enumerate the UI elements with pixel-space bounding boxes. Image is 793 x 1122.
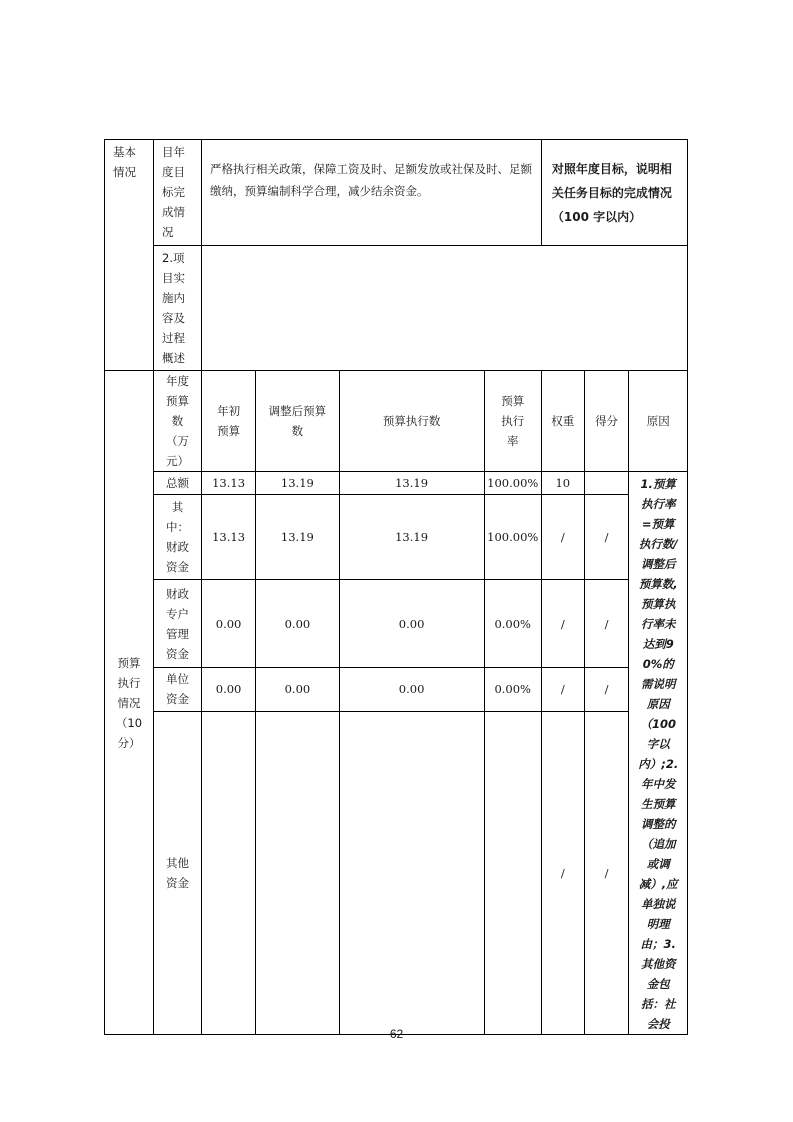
basic-section-label: 基本情况	[105, 140, 154, 371]
header-executed: 预算执行数	[339, 371, 484, 472]
header-score: 得分	[584, 371, 629, 472]
cell-score	[584, 472, 629, 495]
cell-rate: 0.00%	[484, 667, 541, 711]
target-text: 严格执行相关政策，保障工资及时、足额发放或社保及时、足额缴纳，预算编制科学合理，减少结余资金。	[201, 140, 541, 246]
table-row	[105, 711, 688, 1034]
target-row	[105, 140, 688, 246]
cell-executed: 0.00	[339, 580, 484, 667]
cell-weight: 10	[541, 472, 584, 495]
cell-rate: 100.00%	[484, 495, 541, 580]
cell-initial: 13.13	[201, 472, 255, 495]
compare-text: 对照年度目标，说明相关任务目标的完成情况（100 字以内）	[541, 140, 687, 246]
cell-rate: 100.00%	[484, 472, 541, 495]
project-content	[201, 246, 687, 371]
row-label: 单位资金	[154, 667, 202, 711]
row-label: 财政专户管理资金	[154, 580, 202, 667]
cell-adjusted: 0.00	[256, 580, 339, 667]
header-reason: 原因	[629, 371, 688, 472]
row-label: 其他资金	[154, 711, 202, 1034]
table-row	[105, 580, 688, 667]
cell-executed: 13.19	[339, 495, 484, 580]
cell-weight: /	[541, 711, 584, 1034]
table-row	[105, 472, 688, 495]
header-weight: 权重	[541, 371, 584, 472]
cell-rate: 0.00%	[484, 580, 541, 667]
cell-weight: /	[541, 495, 584, 580]
row-label: 其中：财政资金	[154, 495, 202, 580]
table-row	[105, 495, 688, 580]
header-adjusted-budget: 调整后预算数	[256, 371, 339, 472]
row-label: 总额	[154, 472, 202, 495]
cell-adjusted: 0.00	[256, 667, 339, 711]
cell-adjusted: 13.19	[256, 495, 339, 580]
table-row	[105, 667, 688, 711]
project-label: 2.项目实施内容及过程概述	[154, 246, 202, 371]
cell-executed: 13.19	[339, 472, 484, 495]
cell-initial: 13.13	[201, 495, 255, 580]
cell-adjusted	[256, 711, 339, 1034]
budget-section-label: 预算执行情况（10分）	[105, 371, 154, 1035]
cell-initial	[201, 711, 255, 1034]
cell-executed: 0.00	[339, 667, 484, 711]
page-number: 62	[389, 1027, 404, 1041]
cell-initial: 0.00	[201, 580, 255, 667]
header-initial-budget: 年初预算	[201, 371, 255, 472]
performance-table	[104, 139, 688, 1035]
target-label: 目年度目标完成情况	[154, 140, 202, 246]
cell-executed	[339, 711, 484, 1034]
project-row	[105, 246, 688, 371]
header-exec-rate: 预算执行率	[484, 371, 541, 472]
cell-score: /	[584, 667, 629, 711]
cell-score: /	[584, 711, 629, 1034]
cell-initial: 0.00	[201, 667, 255, 711]
cell-score: /	[584, 580, 629, 667]
header-annual-budget: 年度预算数（万元）	[154, 371, 202, 472]
cell-rate	[484, 711, 541, 1034]
reason-text: 1.预算执行率=预算执行数/调整后预算数,预算执行率未达到90%的需说明原因（100字以内）;2.年中发生预算调整的（追加或调减）,应单独说明理由；3.其他资金包括：社会投	[629, 472, 688, 1035]
cell-weight: /	[541, 667, 584, 711]
cell-weight: /	[541, 580, 584, 667]
cell-score: /	[584, 495, 629, 580]
cell-adjusted: 13.19	[256, 472, 339, 495]
budget-header-row	[105, 371, 688, 472]
